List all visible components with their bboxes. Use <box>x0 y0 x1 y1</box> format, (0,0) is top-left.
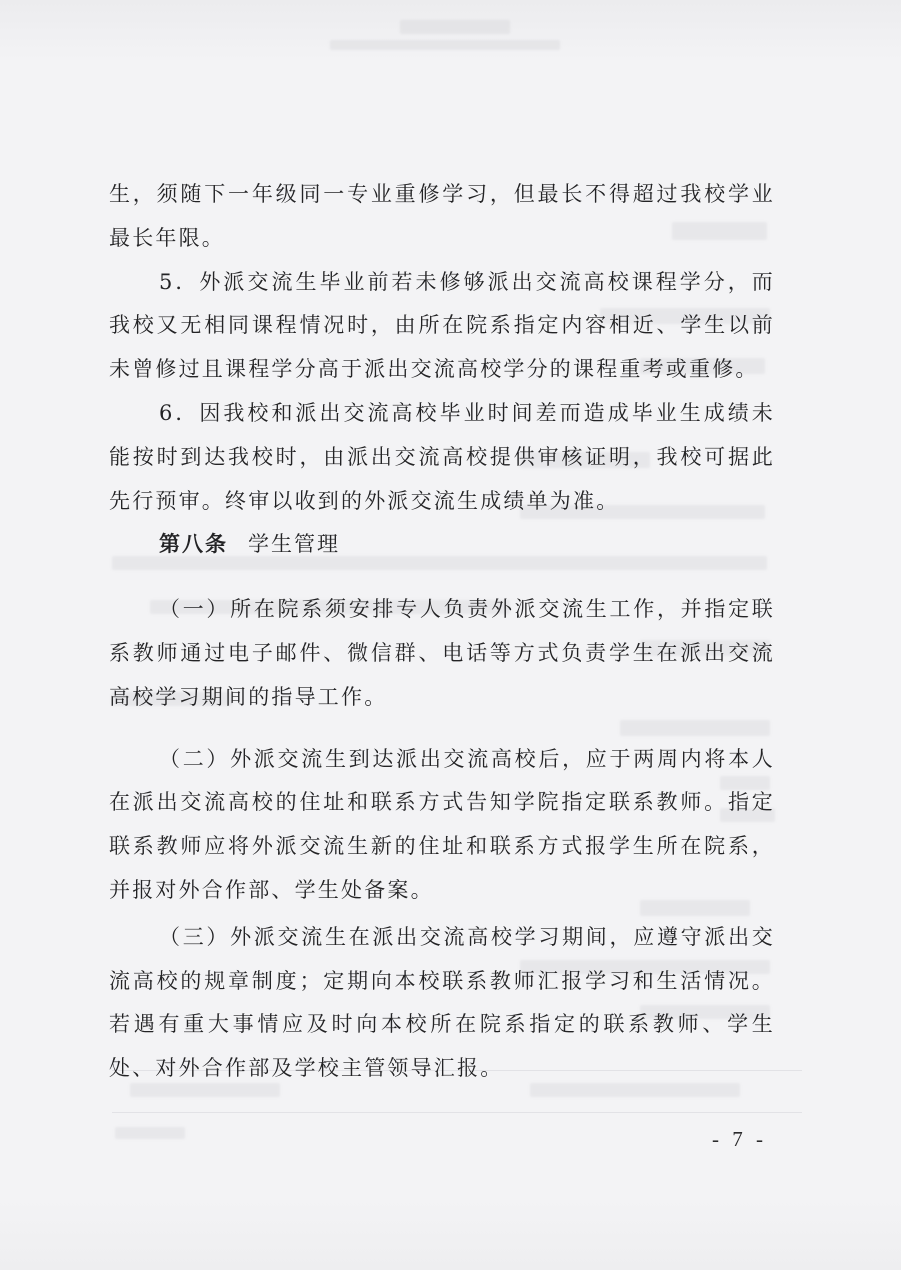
paragraph-item-6: 6．因我校和派出交流高校毕业时间差而造成毕业生成绩未能按时到达我校时，由派出交流高校提供审核证明，我校可据此先行预审。终审以收到的外派交流生成绩单为准。 <box>109 400 775 513</box>
article-heading <box>109 523 775 567</box>
article-number: 第八条 <box>159 532 228 557</box>
show-through-mark <box>400 20 510 34</box>
document-body <box>109 173 775 1091</box>
clause-2: （二）外派交流生到达派出交流高校后，应于两周内将本人在派出交流高校的住址和联系方式告知学院指定联系教师。指定联系教师应将外派交流生新的住址和联系方式报学生所在院系，并报对外合作部、学生处备案。 <box>109 746 775 902</box>
paragraph-item-5: 5．外派交流生毕业前若未修够派出交流高校课程学分，而我校又无相同课程情况时，由所在院系指定内容相近、学生以前未曾修过且课程学分高于派出交流高校学分的课程重考或重修。 <box>109 269 775 382</box>
paragraph-continuation: 生，须随下一年级同一专业重修学习，但最长不得超过我校学业最长年限。 <box>109 182 775 250</box>
show-through-mark <box>115 1127 185 1139</box>
show-through-mark <box>330 40 560 50</box>
show-through-rule <box>112 1112 802 1113</box>
clause-1: （一）所在院系须安排专人负责外派交流生工作，并指定联系教师通过电子邮件、微信群、电话等方式负责学生在派出交流高校学习期间的指导工作。 <box>109 597 775 709</box>
clause-3: （三）外派交流生在派出交流高校学习期间，应遵守派出交流高校的规章制度；定期向本校联系教师汇报学习和生活情况。若遇有重大事情应及时向本校所在院系指定的联系教师、学生处、对外合作部及学校主管领导汇报。 <box>109 924 775 1081</box>
article-title: 学生管理 <box>248 532 340 557</box>
page-number: - 7 - <box>712 1127 767 1151</box>
